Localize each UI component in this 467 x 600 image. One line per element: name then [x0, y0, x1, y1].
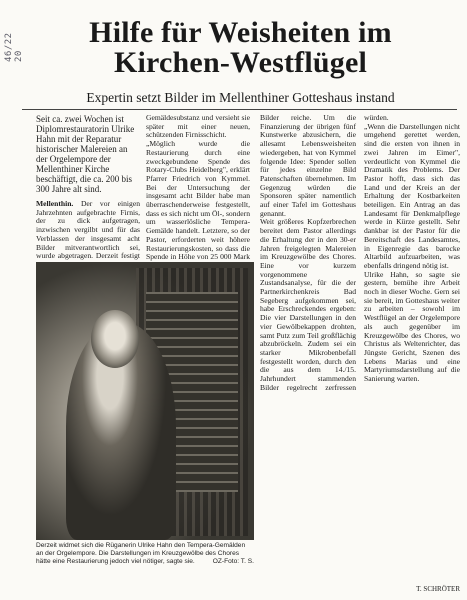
- article-text-3: Bilder reiche. Um die Finanzierung der übrigen fünf Kunstwerke abzusichern, die allesamt Lebensweisheiten wiedergeben, hat von Kymmel folgende Idee: Spender sollen für jedes einzelne Bild Patenschaften übernehmen. Im Gegenzug würden die Sponsoren später namentlich auf einer Tafel im Gotteshaus genannt. Weit größeres Kopfzerbrechen bereitet dem Pastor allerdings die Erhaltung der in den 30-er Jahren freigelegten Malereien im Kreuzgewölbe des Chores. Eine vor kurzem vorgenommene Zustandsanalyse, für die der Partnerkirchenkreis Bad Segeberg aufgekommen sei, habe Erschreckendes ergeben: Die vier Darstellungen in den vier Gewölbekappen drohten, samt Putz zum Teil großflächig abzubröckeln. Zudem sei ein starker Mikrobenbefall festgestellt worden, durch den die aus dem 14./15. Jahrhundert stammenden Bilder regelrecht zerfressen würden. „Wenn die Darstellungen nicht umgehend gerettet werden, sind die ersten von ihnen in zwei Jahren im Eimer", verdeutlicht von Kymmel die Dramatik des Problems. Der Pastor hofft, dass sich das Land und der Kreis an der Erhaltung der Kostbarkeiten beteiligen. Ein Antrag an das Landesamt für Denkmalpflege werde in Kürze gestellt. Sehr dankbar ist der Pastor für die Bereitschaft des Landesamtes, in Eigenregie das barocke Altarbild aufzuarbeiten, was ebenfalls dringend nötig ist. Ulrike Hahn, so sagte sie gestern, bemühe ihre Arbeit noch in dieser Woche. Gern sei sie bereit, im Gotteshaus weiter zu arbeiten – sowohl im Westflügel an der Orgelempore als auch gegenüber im Kreuzgewölbe des Chores, wo Christus als Weltenrichter, das Jüngste Gericht, Szenen des Lebens Marias und eine Martyriumsdarstellung auf die Sanierung warten.: [260, 113, 460, 392]
- headline-line-2: Kirchen-Westflügel: [113, 46, 368, 79]
- caption-text: Derzeit widmet sich die Rüganerin Ulrike Hahn den Tempera-Gemälden an der Orgelempore. Die Darstellungen im Kreuzgewölbe des Chores hätte eine Restaurierung jedoch viel nötiger, sagte sie.: [36, 542, 246, 565]
- article-text-2: Gemäldesubstanz und versieht sie später mit einer neuen, schützenden Firnisschicht. „Möglich wurde die Restaurierung durch eine zweckgebundene Spende des Rotary-Clubs Heidelberg", erklärt Pfarrer Friedrich von Kymmel. Bei der Untersuchung der insgesamt acht Bilder habe man überraschenderweise festgestellt, dass es sich nicht um Öl-, sondern um wasserlösliche Tempera-Gemälde handelt. Letztere, so der Pastor, erforderten weit höhere Restaurierungskosten, so dass die Spende in Höhe von 25 000 Mark: [146, 113, 250, 262]
- dateline: Mellenthin.: [36, 199, 74, 208]
- photo-restorer-at-work: [36, 262, 254, 540]
- photo-credit: OZ-Foto: T. S.: [212, 558, 254, 565]
- subheadline: Expertin setzt Bilder im Mellenthiner Gotteshaus instand: [86, 90, 395, 105]
- article-column-3: [260, 114, 460, 584]
- headline-rule: [22, 109, 457, 110]
- article-text-1: Der vor einigen Jahrzehnten aufgebrachte Firnis, der zu dick aufgetragen, inzwischen vergilbt und für das Verblassen der insgesamt acht Bilder mitverantwortlich sei, wurde abgetragen. Derzeit festigt: [36, 199, 140, 261]
- intro-paragraph: Seit ca. zwei Wochen ist Diplomrestauratorin Ulrike Hahn mit der Reparatur historischer Malereien an der Orgelempore der Mellenthiner Kirche beschäftigt, die ca. 200 bis 300 Jahre alt sind.: [36, 114, 135, 194]
- restorer-head: [91, 310, 139, 368]
- photo-caption: [36, 542, 254, 566]
- article-column-2: [146, 113, 250, 262]
- handwritten-note: 46/22 20: [4, 32, 24, 62]
- headline-line-1: Hilfe für Weisheiten im: [89, 16, 392, 49]
- article-column-1: [36, 200, 140, 270]
- author-byline: T. SCHRÖTER: [416, 585, 460, 593]
- headline: [22, 18, 459, 78]
